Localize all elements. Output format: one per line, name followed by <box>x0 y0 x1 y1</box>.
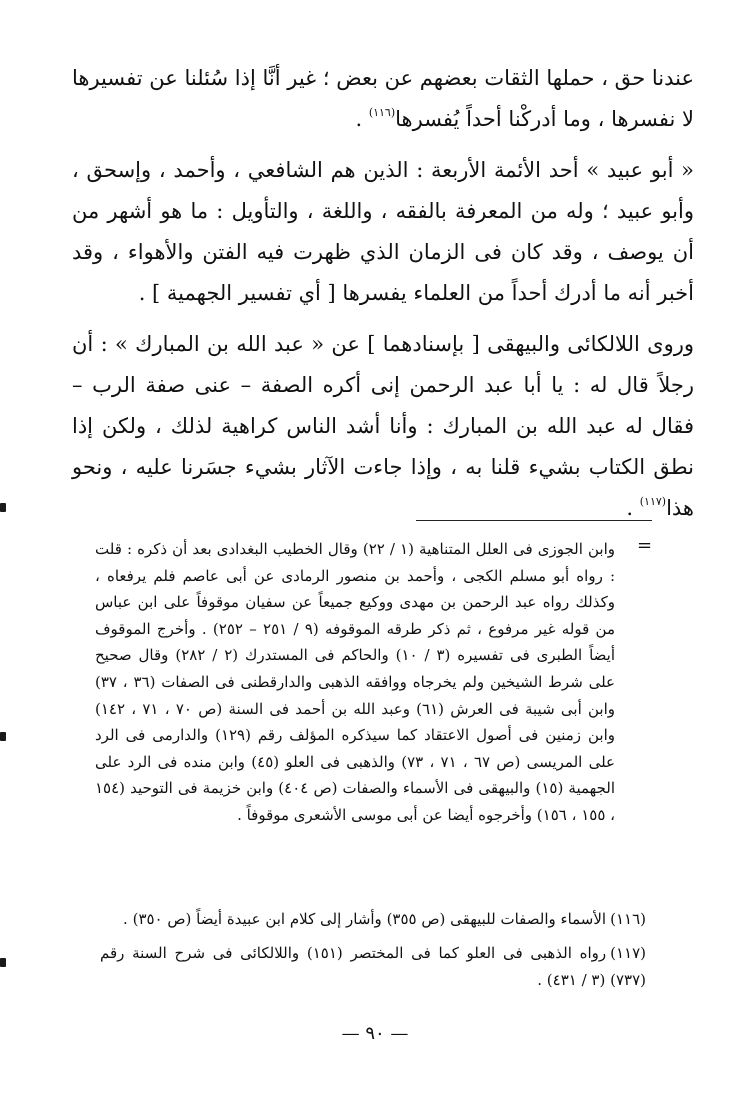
paragraph-1-text: عندنا حق ، حملها الثقات بعضهم عن بعض ؛ غير أنَّا إذا سُئلنا عن تفسيرها لا نفسرها ، وما أدركْنا أحداً يُفسرها <box>72 66 694 131</box>
scan-edge-mark <box>0 732 6 741</box>
footnote-ref-117[interactable]: (١١٧) <box>639 495 667 508</box>
footnote-continuation-text: وابن الجوزى فى العلل المتناهية (١ / ٢٢) وقال الخطيب البغدادى بعد أن ذكره : قلت : رواه أبو مسلم الكجى ، وأحمد بن منصور الرمادى عن أبى عاصم فلم يرفعاه ، وكذلك رواه عبد الرحمن بن مهدى ووكيع جميعاً عن سفيان موقوفاً على ابن عباس من قوله غير مرفوع ، ثم ذكر طرقه الموقوفه (٩ / ٢٥١ – ٢٥٢) . وأخرج الموقوف أيضاً الطبرى فى تفسيره (٣ / ١٠) والحاكم فى المستدرك (٢ / ٢٨٢) وقال صحيح على شرط الشيخين ولم يخرجاه ووافقه الذهبى والدارقطنى فى الصفات (٣٦ ، ٣٧) وابن أبى شيبة فى العرش (٦١) وعبد الله بن أحمد فى السنة (ص ٧٠ ، ٧١ ، ١٤٢) وابن زمنين فى أصول الاعتقاد كما سيذكره المؤلف رقم (١٢٩) والدارمى فى الرد على المريسى (ص ٦٧ ، ٧١ ، ٧٣) والذهبى فى العلو (٤٥) وابن منده فى الرد على الجهمية (١٥) والبيهقى فى الأسماء والصفات (ص ٤٠٤) وابن خزيمة فى التوحيد (١٥٤ ، ١٥٥ ، ١٥٦) وأخرجوه أيضا عن أبى موسى الأشعرى موقوفاً . <box>95 540 615 824</box>
footnote-117-number: (١١٧) <box>610 944 646 962</box>
paragraph-2 <box>72 150 694 314</box>
scan-edge-mark <box>0 503 6 512</box>
footnote-ref-116[interactable]: (١١٦) <box>368 106 396 119</box>
paragraph-3-text: وروى اللالكائى والبيهقى [ بإسنادهما ] عن « عبد الله بن المبارك » : أن رجلاً قال له : يا أبا عبد الرحمن إنى أكره الصفة – عنى صفة الرب – فقال له عبد الله بن المبارك : وأنا أشد الناس كراهية لذلك ، ولكن إذا نطق الكتاب بشيء قلنا به ، وإذا جاءت الآثار بشيء جسَرنا عليه ، ونحو هذا <box>72 332 694 520</box>
paragraph-1-tail: . <box>355 107 369 131</box>
footnote-116-text: الأسماء والصفات للبيهقى (ص ٣٥٥) وأشار إلى كلام ابن عبيدة أيضاً (ص ٣٥٠) . <box>123 910 607 928</box>
footnote-continuation <box>95 536 615 829</box>
footnote-116-number: (١١٦) <box>610 910 646 928</box>
paragraph-3 <box>72 324 694 529</box>
continuation-mark: = <box>637 535 653 556</box>
main-text <box>72 58 694 529</box>
scan-edge-mark <box>0 958 6 967</box>
footnote-117 <box>100 940 646 993</box>
paragraph-2-text: « أبو عبيد » أحد الأئمة الأربعة : الذين هم الشافعي ، وأحمد ، وإسحق ، وأبو عبيد ؛ وله من المعرفة بالفقه ، واللغة ، والتأويل : ما هو أشهر من أن يوصف ، وقد كان فى الزمان الذي ظهرت فيه الفتن والأهواء ، وقد أخبر أنه ما أدرك أحداً من العلماء يفسرها [ أي تفسير الجهمية ] . <box>72 158 694 305</box>
paragraph-1 <box>72 58 694 140</box>
footnote-116 <box>100 906 646 933</box>
footnote-117-text: رواه الذهبى فى العلو كما فى المختصر (١٥١) واللالكائى فى شرح السنة رقم (٧٣٧) (٣ / ٤٣١) . <box>100 944 646 989</box>
page-number: — ٩٠ — <box>341 1023 409 1044</box>
paragraph-3-tail: . <box>626 496 640 520</box>
footnote-separator <box>416 520 652 521</box>
